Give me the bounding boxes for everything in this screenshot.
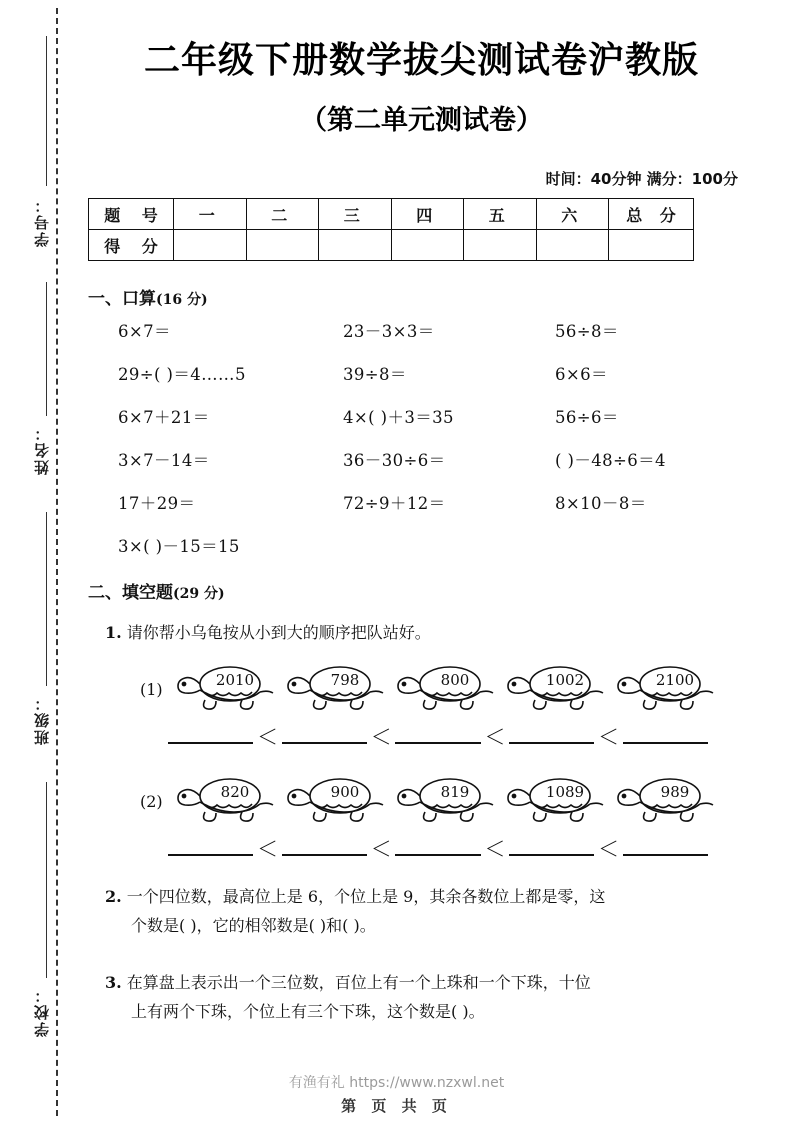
oral-problem-12: ( )－48÷6＝4 (555, 451, 666, 470)
margin-label-name: 姓名： (35, 424, 51, 475)
table-row-question-numbers (89, 199, 694, 230)
oral-problem-16: 3×( )－15＝15 (118, 537, 240, 556)
margin-label-class: 班级： (35, 694, 51, 745)
answer-blank-2-1[interactable] (168, 834, 253, 856)
exam-meta: 时间：40分钟 满分：100分 (545, 170, 738, 188)
answer-blank-1-2[interactable] (282, 722, 367, 744)
score-cell-3[interactable] (319, 230, 392, 261)
margin-rule-4 (46, 782, 47, 978)
score-table-col-2: 二 (246, 199, 319, 230)
oral-problem-2: 23－3×3＝ (343, 322, 435, 341)
answer-blank-1-1[interactable] (168, 722, 253, 744)
oral-problem-13: 17＋29＝ (118, 494, 196, 513)
question-1-text (105, 618, 730, 647)
turtle-1-1-number: 2010 (215, 671, 255, 689)
question-3-line-1 (105, 968, 730, 997)
answer-blank-1-5[interactable] (623, 722, 708, 744)
turtle-group-2-label: (2) (140, 792, 163, 811)
score-cell-total[interactable] (609, 230, 694, 261)
question-3-line-2: 上有两个下珠，个位上有三个下珠，这个数是( )。 (131, 1002, 485, 1021)
score-table-col-3: 三 (319, 199, 392, 230)
margin-label-group (16, 0, 60, 1122)
turtle-2-1-number: 820 (220, 783, 250, 801)
margin-rule-3 (46, 512, 47, 686)
oral-row-5 (118, 490, 718, 533)
turtle-1-2 (282, 660, 386, 718)
score-table-row-header-question: 题 号 (89, 199, 174, 230)
section-heading-oral-label: 一、口算 (88, 289, 156, 309)
score-table-col-4: 四 (391, 199, 464, 230)
turtle-1-5-number: 2100 (655, 671, 695, 689)
turtle-2-3 (392, 772, 496, 830)
oral-problem-11: 36－30÷6＝ (343, 451, 446, 470)
margin-label-student-id: 学号： (35, 196, 51, 247)
less-than-sign-2-2: ＜ (370, 837, 392, 861)
score-table-col-1: 一 (174, 199, 247, 230)
oral-row-3 (118, 404, 718, 447)
question-2-line-2: 个数是( )，它的相邻数是( )和( )。 (131, 916, 376, 935)
score-cell-2[interactable] (246, 230, 319, 261)
question-3-body-1: 在算盘上表示出一个三位数，百位上有一个上珠和一个下珠，十位 (126, 973, 591, 992)
question-2-number: 2. (105, 887, 122, 906)
oral-problem-8: 4×( )＋3＝35 (343, 408, 454, 427)
score-table (88, 198, 694, 261)
answer-blank-2-2[interactable] (282, 834, 367, 856)
oral-problem-7: 6×7＋21＝ (118, 408, 210, 427)
score-cell-5[interactable] (464, 230, 537, 261)
score-table-col-6: 六 (536, 199, 609, 230)
score-cell-6[interactable] (536, 230, 609, 261)
oral-arithmetic-grid (118, 318, 718, 576)
oral-row-6 (118, 533, 718, 576)
oral-problem-6: 6×6＝ (555, 365, 608, 384)
question-2-body-1: 一个四位数，最高位上是 6，个位上是 9，其余各数位上都是零，这 (126, 887, 606, 906)
oral-problem-15: 8×10－8＝ (555, 494, 647, 513)
section-heading-fill-points: (29 分) (173, 586, 225, 602)
turtle-row-2 (172, 772, 716, 830)
turtle-2-3-number: 819 (440, 783, 470, 801)
page-number: 第 页 共 页 (341, 1097, 452, 1115)
less-than-sign-1-2: ＜ (370, 725, 392, 749)
score-table-row-header-score: 得 分 (89, 230, 174, 261)
section-heading-oral (88, 284, 208, 309)
turtle-2-1 (172, 772, 276, 830)
turtle-1-3-number: 800 (440, 671, 470, 689)
less-than-sign-1-4: ＜ (598, 725, 620, 749)
oral-problem-9: 56÷6＝ (555, 408, 619, 427)
section-heading-oral-points: (16 分) (156, 292, 208, 308)
turtle-2-5-number: 989 (660, 783, 690, 801)
question-2-line-1 (105, 882, 730, 911)
oral-problem-1: 6×7＝ (118, 322, 171, 341)
turtle-1-4-number: 1002 (545, 671, 585, 689)
turtle-group-2 (140, 772, 720, 882)
less-than-sign-2-3: ＜ (484, 837, 506, 861)
score-cell-4[interactable] (391, 230, 464, 261)
oral-problem-3: 56÷8＝ (555, 322, 619, 341)
turtle-row-1-answer-blanks (168, 722, 708, 749)
section-heading-fill (88, 578, 225, 603)
turtle-2-4 (502, 772, 606, 830)
answer-blank-1-3[interactable] (395, 722, 480, 744)
turtle-2-4-number: 1089 (545, 783, 585, 801)
less-than-sign-1-3: ＜ (484, 725, 506, 749)
turtle-row-1 (172, 660, 716, 718)
question-1-number: 1. (105, 623, 122, 642)
turtle-1-2-number: 798 (330, 671, 360, 689)
margin-rule-2 (46, 282, 47, 416)
oral-row-4 (118, 447, 718, 490)
less-than-sign-1-1: ＜ (256, 725, 278, 749)
turtle-group-1-label: (1) (140, 680, 163, 699)
table-row-scores (89, 230, 694, 261)
question-3 (105, 968, 730, 1026)
page-subtitle: （第二单元测试卷） (300, 105, 543, 136)
oral-problem-5: 39÷8＝ (343, 365, 407, 384)
answer-blank-2-3[interactable] (395, 834, 480, 856)
page-title: 二年级下册数学拔尖测试卷沪教版 (143, 40, 699, 81)
turtle-2-2 (282, 772, 386, 830)
turtle-1-5 (612, 660, 716, 718)
oral-row-1 (118, 318, 718, 361)
answer-blank-2-4[interactable] (509, 834, 594, 856)
turtle-1-1 (172, 660, 276, 718)
score-cell-1[interactable] (174, 230, 247, 261)
answer-blank-1-4[interactable] (509, 722, 594, 744)
oral-problem-14: 72÷9＋12＝ (343, 494, 446, 513)
question-1-body: 请你帮小乌龟按从小到大的顺序把队站好。 (126, 623, 431, 642)
section-heading-fill-label: 二、填空题 (88, 583, 173, 603)
turtle-1-4 (502, 660, 606, 718)
oral-problem-10: 3×7－14＝ (118, 451, 210, 470)
less-than-sign-2-1: ＜ (256, 837, 278, 861)
turtle-row-2-answer-blanks (168, 834, 708, 861)
question-2 (105, 882, 730, 940)
oral-row-2 (118, 361, 718, 404)
turtle-2-5 (612, 772, 716, 830)
question-1 (105, 618, 730, 647)
score-table-col-5: 五 (464, 199, 537, 230)
oral-problem-4: 29÷( )＝4……5 (118, 365, 246, 384)
turtle-group-1 (140, 660, 720, 770)
watermark: 有渔有礼 https://www.nzxwl.net (288, 1075, 505, 1091)
turtle-1-3 (392, 660, 496, 718)
answer-blank-2-5[interactable] (623, 834, 708, 856)
margin-rule-1 (46, 36, 47, 186)
score-table-col-total: 总 分 (609, 199, 694, 230)
margin-label-school: 学校： (35, 986, 51, 1037)
question-3-number: 3. (105, 973, 122, 992)
turtle-2-2-number: 900 (330, 783, 360, 801)
less-than-sign-2-4: ＜ (598, 837, 620, 861)
